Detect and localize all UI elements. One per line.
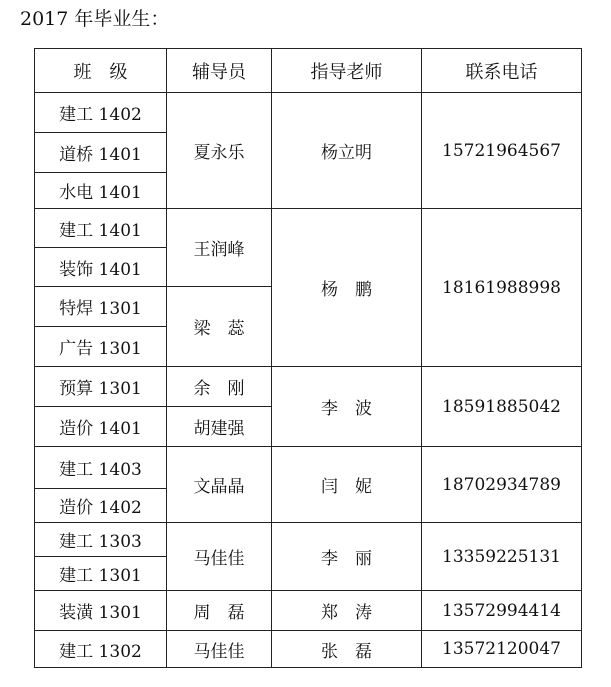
counselor-cell: 胡建强 [166,406,272,447]
counselor-cell: 马佳佳 [166,522,272,591]
class-cell: 建工 1401 [34,208,167,248]
phone-cell: 18702934789 [421,446,582,523]
teacher-cell: 杨立明 [271,92,422,209]
class-cell: 建工 1402 [34,92,167,133]
class-cell: 造价 1401 [34,406,167,447]
header-phone: 联系电话 [421,48,582,93]
class-cell: 建工 1403 [34,446,167,489]
class-cell: 水电 1401 [34,172,167,209]
teacher-cell: 张 磊 [271,630,422,668]
phone-cell: 18591885042 [421,366,582,447]
phone-cell: 18161988998 [421,208,582,367]
phone-cell: 13572994414 [421,590,582,631]
class-cell: 预算 1301 [34,366,167,407]
teacher-cell: 李 丽 [271,522,422,591]
class-cell: 建工 1303 [34,522,167,557]
class-cell: 造价 1402 [34,488,167,523]
class-cell: 建工 1301 [34,556,167,591]
header-counselor: 辅导员 [166,48,272,93]
teacher-cell: 郑 涛 [271,590,422,631]
class-cell: 建工 1302 [34,630,167,668]
counselor-cell: 余 刚 [166,366,272,407]
class-cell: 装饰 1401 [34,247,167,287]
class-cell: 广告 1301 [34,326,167,367]
counselor-cell: 夏永乐 [166,92,272,209]
page-title: 2017 年毕业生： [20,8,170,30]
phone-cell: 13572120047 [421,630,582,668]
teacher-cell: 李 波 [271,366,422,447]
class-cell: 道桥 1401 [34,132,167,173]
counselor-cell: 周 磊 [166,590,272,631]
header-teacher: 指导老师 [271,48,422,93]
counselor-cell: 文晶晶 [166,446,272,523]
teacher-cell: 闫 妮 [271,446,422,523]
phone-cell: 15721964567 [421,92,582,209]
class-cell: 装潢 1301 [34,590,167,631]
phone-cell: 13359225131 [421,522,582,591]
class-cell: 特焊 1301 [34,286,167,327]
counselor-cell: 梁 蕊 [166,286,272,367]
header-class: 班 级 [34,48,167,93]
counselor-cell: 马佳佳 [166,630,272,668]
teacher-cell: 杨 鹏 [271,208,422,367]
counselor-cell: 王润峰 [166,208,272,287]
